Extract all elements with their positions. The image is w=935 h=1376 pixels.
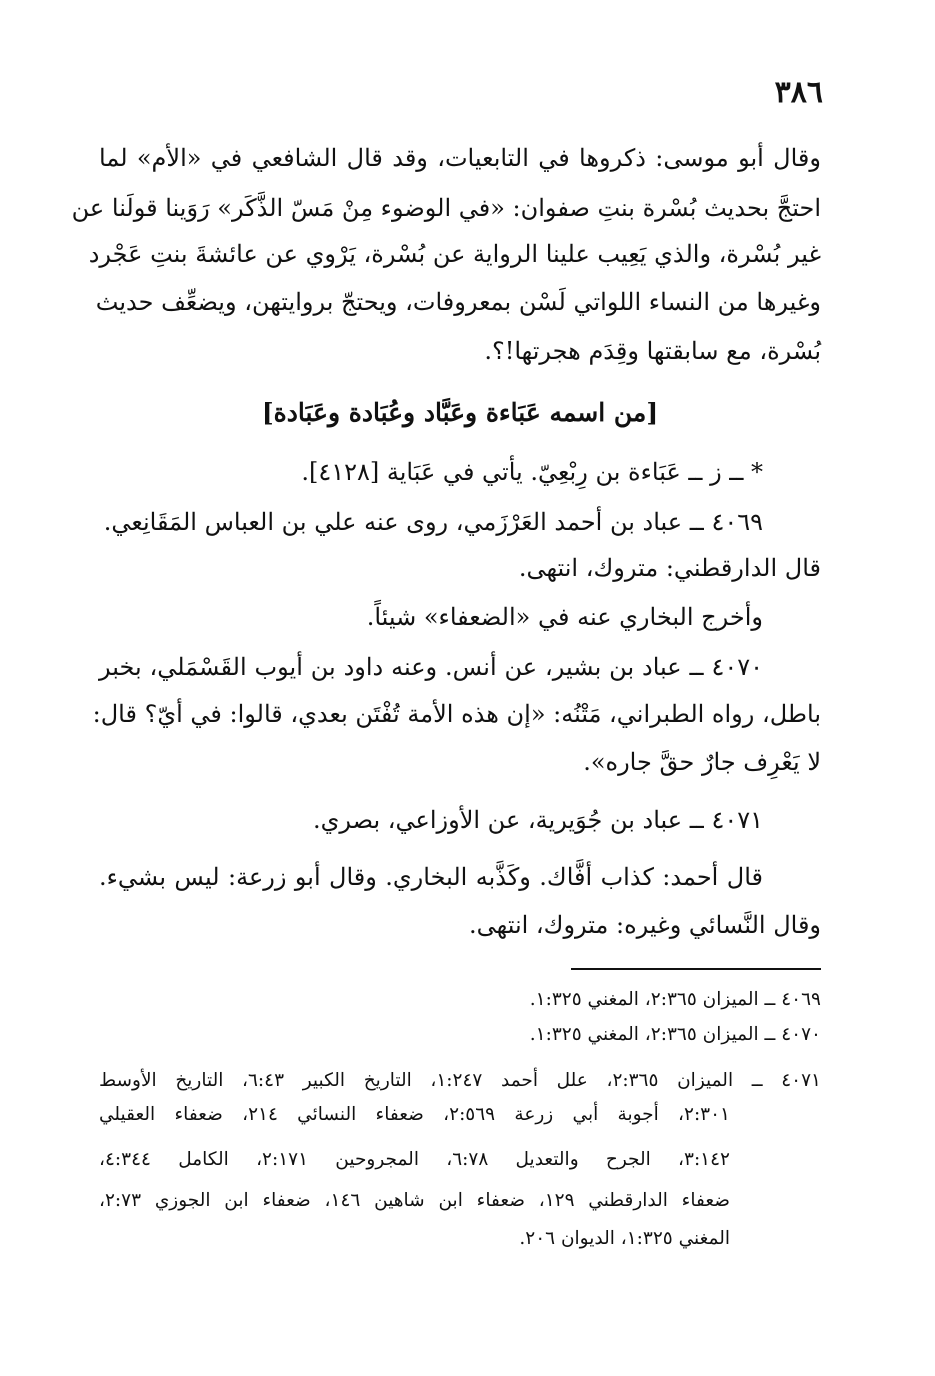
entry-4071-text: قال أحمد: كذاب أفَّاك. وكَذَّبه البخاري. وقال أبو زرعة: ليس بشيء. — [99, 863, 763, 891]
entry-4070-title: ٤٠٧٠ ــ عباد بن بشير، عن أنس. وعنه داود بن أيوب القَسْمَلي، بخبر — [99, 653, 763, 681]
paragraph-line: بُسْرة، مع سابقتها وقِدَم هجرتها!؟. — [484, 337, 821, 365]
entry-4071-title: ٤٠٧١ ــ عباد بن جُوَيرية، عن الأوزاعي، بصري. — [313, 806, 763, 834]
entry-4070-text: باطل، رواه الطبراني، مَتْنُه: «إن هذه الأمة تُفْتَن بعدي، قالوا: في أيّ؟ قال: — [92, 700, 821, 728]
entry-4069-text: قال الدارقطني: متروك، انتهى. — [518, 554, 821, 582]
paragraph-line: وقال أبو موسى: ذكروها في التابعيات، وقد قال الشافعي في «الأم» لما — [99, 144, 821, 172]
paragraph-line: وغيرها من النساء اللواتي لَسْن بمعروفات، ويحتجّ بروايتهن، ويضعِّف حديث — [95, 288, 821, 316]
entry-4071-text: وقال النَّسائي وغيره: متروك، انتهى. — [469, 911, 821, 939]
section-heading: [من اسمه عَبَاءة وعَبَّاد وعُبَادة وعَبَادة] — [261, 398, 659, 427]
paragraph-line: غير بُسْرة، والذي يَعِيب علينا الرواية عن بُسْرة، يَرْوي عن عائشةَ بنتِ عَجْرد — [88, 240, 821, 268]
footnote-4069: ٤٠٦٩ ــ الميزان ٢:٣٦٥، المغني ١:٣٢٥. — [529, 989, 821, 1010]
footnote-4071-line: المغني ١:٣٢٥، الديوان ٢٠٦. — [519, 1228, 730, 1249]
entry-cross-reference: * ــ ز ــ عَبَاءة بن رِبْعِيّ. يأتي في عَبَاية [٤١٢٨]. — [301, 458, 763, 486]
entry-4070-text: لا يَعْرِف جارٌ حقَّ جاره». — [583, 748, 821, 776]
footnote-4071-line: ٢:٣٠١، أجوبة أبي زرعة ٢:٥٦٩، ضعفاء النسائي ٢١٤، ضعفاء العقيلي — [99, 1104, 730, 1125]
footnote-separator — [571, 968, 821, 970]
footnote-4071-line: ٣:١٤٢، الجرح والتعديل ٦:٧٨، المجروحين ٢:١٧١، الكامل ٤:٣٤٤، — [99, 1149, 730, 1170]
footnote-4071-line: ضعفاء الدارقطني ١٢٩، ضعفاء ابن شاهين ١٤٦، ضعفاء ابن الجوزي ٢:٧٣، — [99, 1190, 730, 1211]
footnote-4071: ٤٠٧١ ــ الميزان ٢:٣٦٥، علل أحمد ١:٢٤٧، التاريخ الكبير ٦:٤٣، التاريخ الأوسط — [99, 1070, 821, 1091]
entry-4069-title: ٤٠٦٩ ــ عباد بن أحمد العَرْزَمي، روى عنه علي بن العباس المَقَانِعي. — [103, 508, 763, 536]
page-number: ٣٨٦ — [774, 75, 823, 110]
paragraph-line: احتجَّ بحديث بُسْرة بنتِ صفوان: «في الوضوء مِنْ مَسّ الذَّكَر» رَوَينا قولَنا عن — [71, 194, 821, 222]
entry-4069-text: وأخرج البخاري عنه في «الضعفاء» شيئاً. — [366, 603, 763, 631]
footnote-4070: ٤٠٧٠ ــ الميزان ٢:٣٦٥، المغني ١:٣٢٥. — [529, 1024, 821, 1045]
